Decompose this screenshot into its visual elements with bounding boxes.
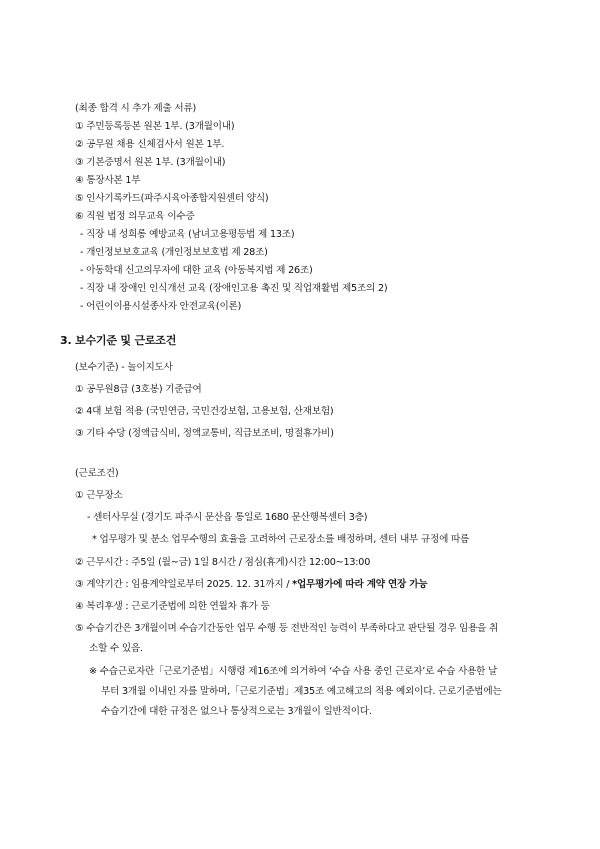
work-place: ① 근무장소 bbox=[75, 490, 123, 501]
contract-extension-note: *업무평가에 따라 계약 연장 가능 bbox=[292, 579, 428, 590]
pay-item-3: ③ 기타 수당 (정액급식비, 정액교통비, 직급보조비, 명절휴가비) bbox=[75, 428, 334, 439]
pay-item-2: ② 4대 보험 적용 (국민연금, 국민건강보험, 고용보험, 산재보험) bbox=[75, 406, 334, 417]
work-place-note: * 업무평가 및 분소 업무수행의 효율을 고려하여 근로장소를 배정하며, 센터 내부 규정에 따름 bbox=[92, 534, 470, 545]
work-hours: ② 근무시간 : 주5일 (월~금) 1일 8시간 / 점심(휴게)시간 12:00~13:00 bbox=[75, 557, 371, 568]
work-place-detail: - 센터사무실 (경기도 파주시 문산읍 통일로 1680 문산행복센터 3층) bbox=[87, 512, 368, 523]
education-item-4: - 직장 내 장애인 인식개선 교육 (장애인고용 촉진 및 직업재활법 제5조의 2) bbox=[80, 283, 388, 294]
contract-period-text: ③ 계약기간 : 임용계약일로부터 2025. 12. 31까지 / bbox=[75, 579, 293, 590]
contract-period bbox=[75, 578, 427, 592]
pay-item-1: ① 공무원8급 (3호봉) 기준급여 bbox=[75, 384, 202, 395]
probation-note-line-1: ※ 수습근로자란「근로기준법」시행령 제16조에 의거하여 ‘수습 사용 중인 근로자’로 수습 사용한 날 bbox=[89, 666, 498, 677]
submission-item-4: ④ 통장사본 1부 bbox=[75, 175, 141, 186]
submission-item-1: ① 주민등록등본 원본 1부. (3개월이내) bbox=[75, 121, 235, 132]
submission-item-2: ② 공무원 채용 신체검사서 원본 1부. bbox=[75, 139, 225, 150]
education-item-3: - 아동학대 신고의무자에 대한 교육 (아동복지법 제 26조) bbox=[80, 265, 313, 276]
submission-title: (최종 합격 시 추가 제출 서류) bbox=[75, 103, 197, 114]
education-item-1: - 직장 내 성희롱 예방교육 (남녀고용평등법 제 13조) bbox=[80, 229, 295, 240]
pay-standard-title: (보수기준) - 놀이지도사 bbox=[75, 362, 173, 373]
probation-note-line-2: 부터 3개월 이내인 자를 말하며,「근로기준법」제35조 예고해고의 적용 예외이다. 근로기준법에는 bbox=[101, 686, 502, 697]
work-conditions-title: (근로조건) bbox=[75, 468, 119, 479]
education-item-5: - 어린이이용시설종사자 안전교육(이론) bbox=[80, 301, 242, 312]
probation-note-line-3: 수습기간에 대한 규정은 없으나 통상적으로는 3개월이 일반적이다. bbox=[101, 706, 372, 717]
probation-line-2: 소할 수 있음. bbox=[89, 643, 143, 654]
submission-item-6: ⑥ 직원 법정 의무교육 이수증 bbox=[75, 211, 195, 222]
probation-line-1: ⑤ 수습기간은 3개월이며 수습기간동안 업무 수행 등 전반적인 능력이 부족하다고 판단될 경우 임용을 취 bbox=[75, 623, 499, 634]
submission-item-3: ③ 기본증명서 원본 1부. (3개월이내) bbox=[75, 157, 226, 168]
section-3-heading: 3. 보수기준 및 근로조건 bbox=[60, 334, 177, 347]
submission-item-5: ⑤ 인사기록카드(파주시육아종합지원센터 양식) bbox=[75, 193, 269, 204]
education-item-2: - 개인정보보호교육 (개인정보보호법 제 28조) bbox=[80, 247, 268, 258]
welfare: ④ 복리후생 : 근로기준법에 의한 연월차 휴가 등 bbox=[75, 601, 270, 612]
